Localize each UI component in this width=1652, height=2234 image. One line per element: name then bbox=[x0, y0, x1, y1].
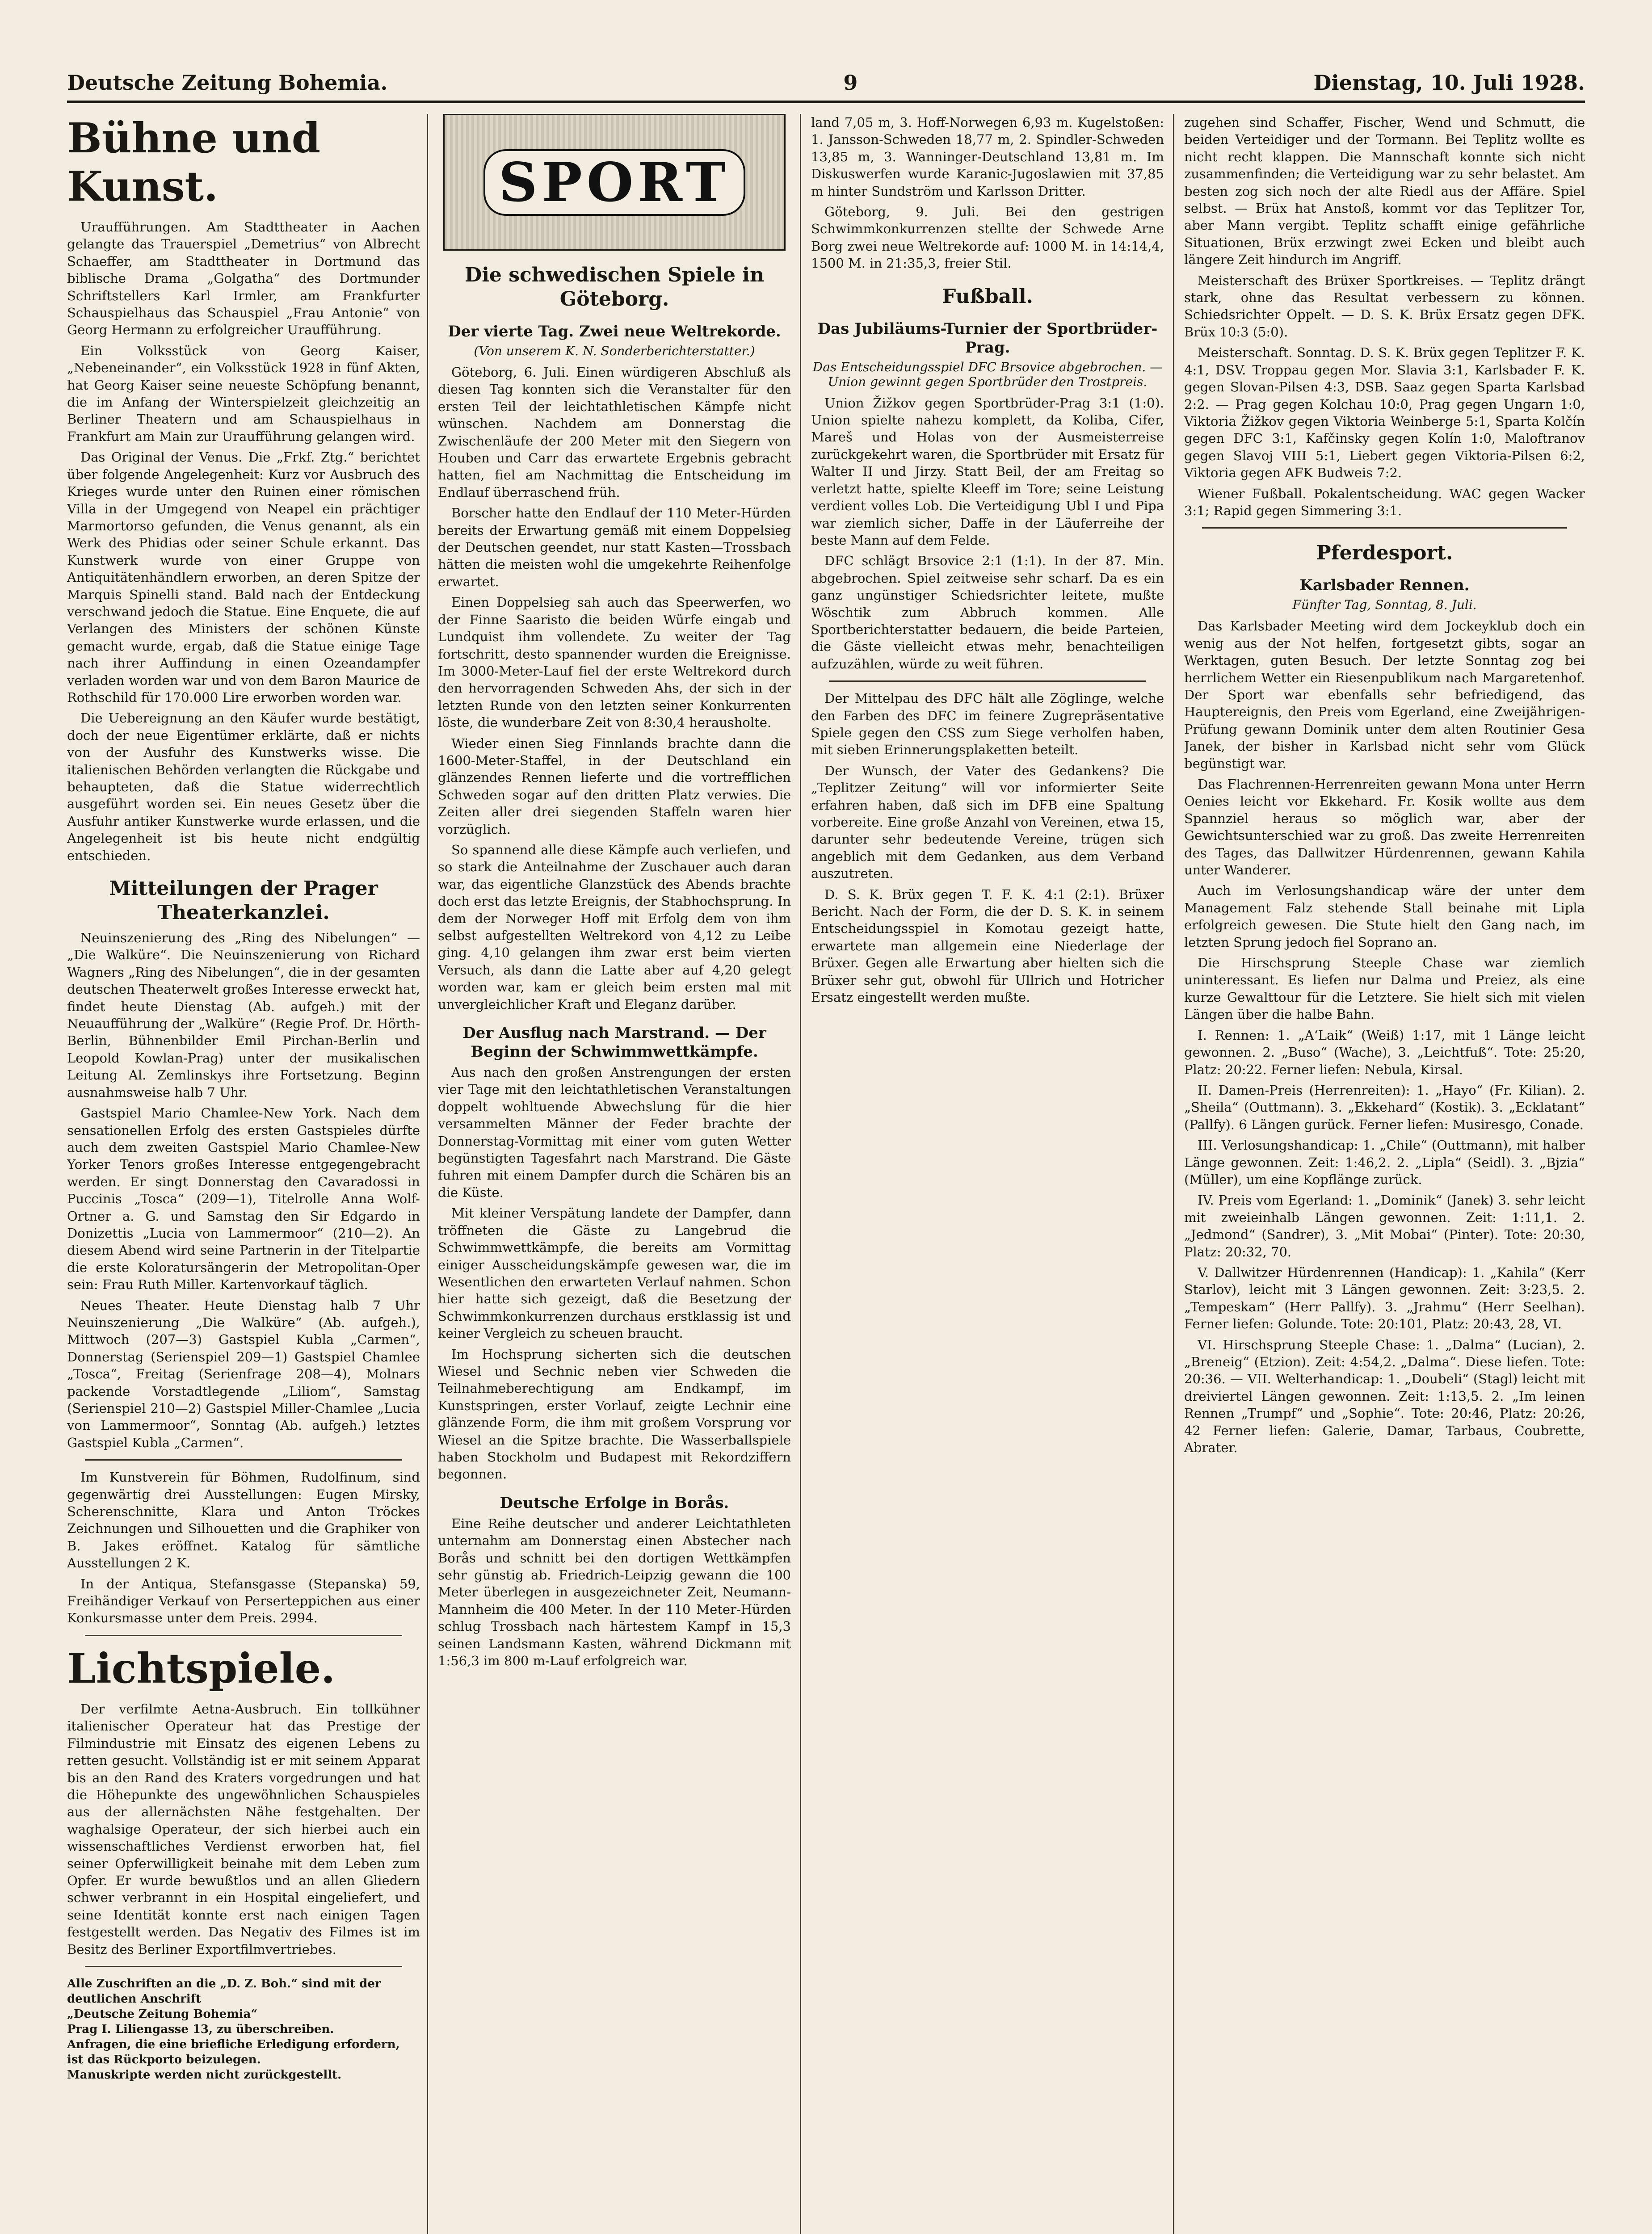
article-paragraph: Ein Volksstück von Georg Kaiser, „Nebeneinander“, ein Volksstück 1928 in fünf Akten, hat Georg Kaiser seine neueste Schöpfung benannt, die im Anfang der Winterspielzeit gleichzeitig an Berliner Theatern und am Schauspielhaus in Frankfurt am Main zur Uraufführung gelangen wird. bbox=[67, 343, 420, 444]
article-paragraph: Der Wunsch, der Vater des Gedankens? Die „Teplitzer Zeitung“ will vor informierter Seite erfahren haben, daß sich im DFB eine Spaltung vorbereite. Eine große Anzahl von Vereinen, etwa 15, darunter sehr bedeutende Vereine, trügen sich angeblich mit dem Gedanken, aus dem Verband auszutreten. bbox=[811, 763, 1164, 882]
article-paragraph: Union Žižkov gegen Sportbrüder-Prag 3:1 (1:0). Union spielte nahezu komplett, da Koliba, Cifer, Mareš und Holas von der Ausmeisterreise zurückgekehrt waren, die Sportbrüder mit Ersatz für Walter II und Jirzy. Statt Beil, der am Freitag so verletzt hatte, spielte Kleeff im Tore; seine Leistung verdient volles Lob. Die Verteidigung Ubl I und Pipa war ziemlich sicher, Daffe in der Läuferreihe der beste Mann auf dem Felde. bbox=[811, 395, 1164, 548]
article-paragraph: Im Kunstverein für Böhmen, Rudolfinum, sind gegenwärtig drei Ausstellungen: Eugen Mirsky, Scherenschnitte, Klara und Anton Tröckes Zeichnungen und Silhouetten und die Graphiker von B. Jakes eröffnet. Katalog für sämtliche Ausstellungen 2 K. bbox=[67, 1470, 420, 1571]
article-paragraph: Das Flachrennen-Herrenreiten gewann Mona unter Herrn Oenies leicht vor Ekkehard. Fr. Kosik wollte aus dem Spannziel heraus so möglich war, aber der Gewichtsunterschied war zu groß. Das zweite Herrenreiten des Tages, das Dallwitzer Hürdenrennen, gewann Kahila unter Wanderer. bbox=[1184, 777, 1585, 878]
heading-pferdesport: Pferdesport. bbox=[1316, 542, 1453, 565]
column-4 bbox=[1184, 114, 1585, 2234]
subheading-vierter-tag: Der vierte Tag. Zwei neue Weltrekorde. bbox=[448, 323, 781, 340]
column-2 bbox=[438, 114, 791, 2234]
divider bbox=[85, 1966, 402, 1967]
article-paragraph: Die Hirschsprung Steeple Chase war ziemlich uninteressant. Es liefen nur Dalma und Preiez, als eine kurze Gewalttour für die Letztere. Sie hielt sich mit vielen Längen über die halbe Bahn. bbox=[1184, 955, 1585, 1022]
subheading-boras: Deutsche Erfolge in Borås. bbox=[500, 1494, 729, 1512]
article-paragraph: Im Hochsprung sicherten sich die deutschen Wiesel und Sechnic neben vier Schweden die Teilnahmeberechtigung am Endkampf, im Kunstspringen, erster Vorlauf, zeigte Lechnir eine glänzende Form, die ihm mit großem Vorsprung vor Wiesel an die Spitze brachte. Die Wasserballspiele haben Stockholm und Budapest mit Rekordziffern begonnen. bbox=[438, 1346, 791, 1482]
article-paragraph: Borscher hatte den Endlauf der 110 Meter-Hürden bereits der Erwartung gemäß mit einem Doppelsieg der Deutschen geendet, nur statt Kasten—Trossbach hätten die meisten wohl die umgekehrte Reihenfolge erwartet. bbox=[438, 505, 791, 589]
article-paragraph: Neuinszenierung des „Ring des Nibelungen“ — „Die Walküre“. Die Neuinszenierung von Richard Wagners „Ring des Nibelungen“, die in der gesamten deutschen Theaterwelt großes Interesse erweckt hat, findet heute Dienstag (Ab. aufgeh.) mit der Neuaufführung der „Walküre“ (Regie Prof. Dr. Hörth-Berlin, Bühnenbilder Emil Pirchan-Berlin und Leopold Kowlan-Prag) unter der musikalischen Leitung Al. Zemlinskys ihre Fortsetzung. Beginn ausnahmsweise halb 7 Uhr. bbox=[67, 930, 420, 1100]
article-paragraph: Eine Reihe deutscher und anderer Leichtathleten unternahm am Donnerstag einen Abstecher nach Borås und schnitt bei den dortigen Wettkämpfen sehr günstig ab. Friedrich-Leipzig gewann die 100 Meter überlegen in ausgezeichneter Zeit, Neumann-Mannheim die 400 Meter. In der 110 Meter-Hürden schlug Trossbach nach härtestem Kampf in 15,3 seinen Landsmann Kasten, während Dickmann mit 1:56,3 im 800 m-Lauf erfolgreich war. bbox=[438, 1516, 791, 1669]
notice-line: „Deutsche Zeitung Bohemia“ bbox=[67, 2007, 258, 2021]
article-paragraph: Einen Doppelsieg sah auch das Speerwerfen, wo der Finne Saaristo die beiden Würfe eingab und Lundquist ihm vollendete. Zu weiter der Tag fortschritt, desto spannender wurden die Ereignisse. Im 3000-Meter-Lauf fiel der erste Weltrekord durch den hervorragenden Schweden Ahs, der sich in der letzten Runde von den letzten seiner Konkurrenten löste, die wunderbare Zeit von 8:30,4 herausholte. bbox=[438, 595, 791, 731]
article-paragraph: Neues Theater. Heute Dienstag halb 7 Uhr Neuinszenierung „Die Walküre“ (Ab. aufgeh.), Mittwoch (207—3) Gastspiel Kubla „Carmen“, Donnerstag (Serienspiel 209—1) Gastspiel Chamlee „Tosca“, Freitag (Serienfrage 208—4), Molnars packende Vorstadtlegende „Liliom“, Samstag (Serienspiel 210—2) Gastspiel Miller-Chamlee „Lucia von Lammermoor“, Sonntag (Ab. aufgeh.) letztes Gastspiel Kubla „Carmen“. bbox=[67, 1298, 420, 1450]
race-result: I. Rennen: 1. „A‘Laik“ (Weiß) 1:17, mit 1 Länge leicht gewonnen. 2. „Buso“ (Wache), 3. „Leichtfuß“. Tote: 25:20, Platz: 20:22. Ferner liefen: Nebula, Kirsal. bbox=[1184, 1027, 1585, 1077]
article-deck: Das Entscheidungsspiel DFC Brsovice abgebrochen. — Union gewinnt gegen Sportbrüder den Trostpreis. bbox=[812, 359, 1163, 389]
subheading-marstrand: Der Ausflug nach Marstrand. — Der Beginn der Schwimmwettkämpfe. bbox=[462, 1024, 766, 1061]
article-paragraph: In der Antiqua, Stefansgasse (Stepanska) 59, Freihändiger Verkauf von Perserteppichen aus einer Konkursmasse unter dem Preis. 2994. bbox=[67, 1576, 420, 1626]
article-paragraph: Der verfilmte Aetna-Ausbruch. Ein tollkühner italienischer Operateur hat das Prestige der Filmindustrie mit Einsatz des eigenen Lebens zu retten gesucht. Vollständig ist er mit seinem Apparat bis an den Rand des Kraters vorgedrungen und hat die Höhepunkte des ungewöhnlichen Schauspieles aus der allernächsten Nähe festgehalten. Der waghalsige Operateur, der sich hierbei auch ein wissenschaftliches Verdienst erworben hat, fiel seiner Opferwilligkeit beinahe mit dem Leben zum Opfer. Er wurde bewußtlos und an allen Gliedern schwer verbrannt in ein Hospital eingeliefert, und seine Identität konnte erst nach einigen Tagen festgestellt werden. Das Negativ des Filmes ist im Besitz des Berliner Exportfilmvertriebes. bbox=[67, 1701, 420, 1957]
article-paragraph: DFC schlägt Brsovice 2:1 (1:1). In der 87. Min. abgebrochen. Spiel zeitweise sehr scharf. Da es ein ganz ungünstiger Schiedsrichter leitete, mußte Wöschtik zum Abbruch kommen. Alle Sportberichterstatter bedauern, die beide Parteien, die Gäste vielleicht etwas mehr, benachteiligen aufzuzählen, würde zu weit führen. bbox=[811, 553, 1164, 672]
notice-line: Manuskripte werden nicht zurückgestellt. bbox=[67, 2068, 342, 2082]
divider bbox=[829, 680, 1146, 682]
article-paragraph: Göteborg, 6. Juli. Einen würdigeren Abschluß als diesen Tag konnten sich die Veranstalter für den ersten Teil der leichtathletischen Kämpfe nicht wünschen. Nachdem am Donnerstag die Zwischenläufe der 200 Meter mit den Siegern von Houben und Carr das erwartete Ergebnis gebracht hatten, fiel am Nachmittag die Entscheidung im Endlauf überraschend früh. bbox=[438, 365, 791, 500]
article-paragraph: Wiener Fußball. Pokalentscheidung. WAC gegen Wacker 3:1; Rapid gegen Simmering 3:1. bbox=[1184, 486, 1585, 518]
section-title-lichtspiele: Lichtspiele. bbox=[67, 1644, 336, 1692]
race-result: IV. Preis vom Egerland: 1. „Dominik“ (Janek) 3. sehr leicht mit zweieinhalb Längen gewonnen. Zeit: 1:11,1. 2. „Jedmond“ (Sandrer), 3. „Mit Mobai“ (Pinter). Tote: 20:30, Platz: 20:32, 70. bbox=[1184, 1193, 1585, 1260]
article-paragraph: D. S. K. Brüx gegen T. F. K. 4:1 (2:1). Brüxer Bericht. Nach der Form, die der D. S. K. in seinem Entscheidungsspiel in Komotau gezeigt hatte, erwartete man allgemein eine Niederlage der Brüxer. Gegen alle Erwartung aber hielten sich die Brüxer sehr gut, obwohl für Ullrich und Hotricher Ersatz eingestellt werden mußte. bbox=[811, 886, 1164, 1005]
article-paragraph: Das Original der Venus. Die „Frkf. Ztg.“ berichtet über folgende Angelegenheit: Kurz vor Ausbruch des Krieges wurde unter den Ruinen einer römischen Villa in der Umgegend von Neapel ein prächtiger Marmortorso gefunden, die Venus genannt, als ein Werk des Phidias oder seiner Schule erkannt. Das Kunstwerk wurde von einer Gruppe von Antiquitätenhändlern erworben, an deren Spitze der Marquis Spinelli stand. Bald nach der Entdeckung verschwand jedoch die Statue. Eine Enquete, die auf Verlangen des Ministers der schönen Künste gemacht wurde, ergab, daß die Statue einige Tage nach ihrer Auffindung in einen Ozeandampfer verladen worden war und von dem Baron Maurice de Rothschild für 170.000 Lire erworben worden war. bbox=[67, 449, 420, 705]
article-paragraph: Die Uebereignung an den Käufer wurde bestätigt, doch der neue Eigentümer erklärte, daß er nichts von der Ausfuhr des Kunstwerks wisse. Die italienischen Behörden verlangten die Rückgabe und behaupteten, daß die Statue widerrechtlich ausgeführt worden sei. Ein neues Gesetz über die Ausfuhr antiker Kunstwerke wurde erlassen, und die Angelegenheit ist bis heute nicht endgültig entschieden. bbox=[67, 710, 420, 863]
article-paragraph: Das Karlsbader Meeting wird dem Jockeyklub doch ein wenig aus der Not helfen, fortgesetzt gibts, sogar an Werktagen, guten Besuch. Der letzte Sonntag zog bei herrlichem Wetter ein Riesenpublikum nach Margaretenhof. Der Sport war ebenfalls sehr befriedigend, das Hauptereignis, den Preis vom Egerland, eine Zweijährigen-Prüfung gewann Dominik unter dem alten Routinier Gesa Janek, der bisher in Karlsbad nicht sehr vom Glück begünstigt war. bbox=[1184, 618, 1585, 771]
column-3 bbox=[811, 114, 1164, 2234]
race-result: VI. Hirschsprung Steeple Chase: 1. „Dalma“ (Lucian), 2. „Breneig“ (Etzion). Zeit: 4:54,2. „Dalma“. Diese liefen. Tote: 20:36. — VII. Welterhandicap: 1. „Doubeli“ (Stagl) leicht mit dreiviertel Längen gewonnen. Zeit: 1:13,5. 2. „Im leinen Rennen „Trumpf“ und „Sophie“. Tote: 20:46, Platz: 20:26, 42 Ferner liefen: Galerie, Damar, Tarbaus, Coubrette, Abrater. bbox=[1184, 1337, 1585, 1456]
race-result: III. Verlosungshandicap: 1. „Chile“ (Outtmann), mit halber Länge gewonnen. Zeit: 1:46,2. 2. „Lipla“ (Seidl). 3. „Bjzia“ (Müller), um eine Kopflänge zurück. bbox=[1184, 1138, 1585, 1187]
column-rule bbox=[800, 114, 801, 2234]
article-paragraph: Gastspiel Mario Chamlee-New York. Nach dem sensationellen Erfolg des ersten Gastspieles dürfte auch dem zweiten Gastspiel Mario Chamlee-New Yorker Tenors großes Interesse entgegengebracht werden. Er singt Donnerstag den Cavaradossi in Puccinis „Tosca“ (209—1), Titelrolle Anna Wolf-Ortner a. G. und Samstag den Sir Edgardo in Donizettis „Lucia von Lammermoor“ (210—2). An diesem Abend wird seine Partnerin in der Titelpartie die erste Koloratursängerin der Metropolitan-Oper sein: Frau Ruth Miller. Kartenvorkauf täglich. bbox=[67, 1105, 420, 1293]
divider bbox=[85, 1635, 402, 1636]
byline: (Von unserem K. N. Sonderberichterstatter.) bbox=[474, 344, 755, 358]
column-1 bbox=[67, 114, 420, 2234]
section-title-buehne: Bühne und Kunst. bbox=[67, 114, 321, 210]
sport-banner-illustration bbox=[443, 114, 786, 251]
divider bbox=[1202, 527, 1567, 529]
article-paragraph: Meisterschaft. Sonntag. D. S. K. Brüx gegen Teplitzer F. K. 4:1, DSV. Troppau gegen Mor. Slavia 3:1, Karlsbader F. K. gegen Slovan-Pilsen 4:3, DSB. Saaz gegen Sparta Karlsbad 2:2. — Prag gegen Kolchau 10:0, Prag gegen Ungarn 1:0, Viktoria Žižkov gegen Viktoria Weinberge 5:1, Sparta Kolčín gegen DFC 3:1, Kafčinsky gegen Kolín 1:0, Maloftranov gegen Slavoj VIII 5:1, Liebert gegen Viktoria-Pilsen 6:2, Viktoria gegen AFK Budweis 7:2. bbox=[1184, 345, 1585, 481]
article-paragraph: Mit kleiner Verspätung landete der Dampfer, dann tröffneten die Gäste zu Langebrud die Schwimmwettkämpfe, die bereits am Vormittag einiger Ausscheidungskämpfe gewesen war, die im Wesentlichen den erwarteten Verlauf nahmen. Schon hier hatte sich gezeigt, daß die Besetzung der Schwimmkonkurrenzen durchaus erstklassig ist und keiner Vergleich zu scheuen braucht. bbox=[438, 1205, 791, 1341]
column-rule bbox=[427, 114, 428, 2234]
sport-banner-text: SPORT bbox=[483, 149, 745, 216]
race-result: V. Dallwitzer Hürdenrennen (Handicap): 1. „Kahila“ (Kerr Starlov), leicht mit 3 Längen gewonnen. Zeit: 3:23,5. 2. „Tempeskam“ (Herr Pallfy). 3. „Jrahmu“ (Herr Seelhan). Ferner liefen: Golunde. Tote: 20:101, Platz: 20:43, 28, VI. bbox=[1184, 1264, 1585, 1332]
heading-fussball: Fußball. bbox=[942, 285, 1033, 308]
masthead-date: Dienstag, 10. Juli 1928. bbox=[1313, 71, 1585, 95]
notice-line: Alle Zuschriften an die „D. Z. Boh.“ sind mit der deutlichen Anschrift bbox=[67, 1977, 381, 2006]
masthead-page-number: 9 bbox=[843, 71, 858, 95]
article-dateline: Fünfter Tag, Sonntag, 8. Juli. bbox=[1292, 597, 1477, 613]
race-result: II. Damen-Preis (Herrenreiten): 1. „Hayo“ (Fr. Kilian). 2. „Sheila“ (Outtmann). 3. „Ekkehard“ (Kostik). 3. „Ecklatant“ (Pallfy). 6 Längen gurück. Ferner liefen: Musiresgo, Conade. bbox=[1184, 1082, 1585, 1132]
masthead bbox=[67, 67, 1585, 98]
column-rule bbox=[1173, 114, 1174, 2234]
heading-theaterkanzlei: Mitteilungen der Prager Theaterkanzlei. bbox=[109, 877, 378, 924]
article-paragraph: So spannend alle diese Kämpfe auch verliefen, und so stark die Anteilnahme der Zuschauer auch daran war, das eigentliche Glanzstück des Abends brachte doch erst das letzte Ereignis, der Stabhochsprung. In dem der Norweger Hoff mit Erfolg dem von ihm selbst aufgestellten Weltrekord von 4,12 zu Leibe ging. 4,10 gelangen ihm zwar erst beim vierten Versuch, als dann die Latte aber auf 4,20 gelegt worden war, kam er gleich beim ersten mal mit unvergleichlicher Kraft und Eleganz darüber. bbox=[438, 842, 791, 1012]
editorial-notice bbox=[67, 1976, 420, 2083]
article-paragraph: Meisterschaft des Brüxer Sportkreises. — Teplitz drängt stark, ohne das Resultat verbessern zu können. Schiedsrichter Oppelt. — D. S. K. Brüx Ersatz gegen DFK. Brüx 10:3 (5:0). bbox=[1184, 273, 1585, 340]
divider bbox=[85, 1459, 402, 1461]
subheading-jubilaeums-turnier: Das Jubiläums-Turnier der Sportbrüder-Prag. bbox=[817, 319, 1158, 357]
article-paragraph: Aus nach den großen Anstrengungen der ersten vier Tage mit den leichtathletischen Veranstaltungen doppelt wohltuende Abwechslung für die hier versammelten Männer der Feder brachte der Donnerstag-Vormittag mit einer vom guten Wetter begünstigten Tagesfahrt nach Marstrand. Die Gäste fuhren mit einem Dampfer durch die Schären bis an die Küste. bbox=[438, 1065, 791, 1200]
article-paragraph: land 7,05 m, 3. Hoff-Norwegen 6,93 m. Kugelstoßen: 1. Jansson-Schweden 18,77 m, 2. Spindler-Schweden 13,85 m, 3. Wanninger-Deutschland 13,81 m. Im Diskuswerfen wurde Karanic-Jugoslawien mit 37,85 m hinter Sundström und Karlsson Dritter. bbox=[811, 115, 1164, 199]
article-paragraph: Uraufführungen. Am Stadttheater in Aachen gelangte das Trauerspiel „Demetrius“ von Albrecht Schaeffer, am Stadttheater in Dortmund das biblische Drama „Golgatha“ des Dortmunder Schriftstellers Karl Irmler, am Frankfurter Schauspielhaus das Schauspiel „Frau Antonie“ von Georg Hermann zu erfolgreicher Uraufführung. bbox=[67, 219, 420, 338]
notice-line: Prag I. Liliengasse 13, zu überschreiben. bbox=[67, 2022, 334, 2036]
notice-line: Anfragen, die eine briefliche Erledigung erfordern, ist das Rückporto beizulegen. bbox=[67, 2037, 400, 2066]
article-paragraph: zugehen sind Schaffer, Fischer, Wend und Schmutt, die beiden Verteidiger und der Tormann. Bei Teplitz wollte es nicht recht klappen. Die Mannschaft konnte sich nicht zusammenfinden; die Verteidigung war zu sehr belastet. Am besten zog sich noch der alte Riedl aus der Affäre. Spiel selbst. — Brüx hat Anstoß, kommt vor das Teplitzer Tor, aber Mann vergibt. Teplitz schafft einige gefährliche Situationen, Brüx erzwingt zwei Ecken und bleibt auch längere Zeit hindurch im Angriff. bbox=[1184, 115, 1585, 268]
heading-goeteborg: Die schwedischen Spiele in Göteborg. bbox=[465, 264, 764, 311]
subheading-karlsbader-rennen: Karlsbader Rennen. bbox=[1299, 576, 1470, 595]
article-paragraph: Auch im Verlosungshandicap wäre der unter dem Management Falz stehende Stall beinahe mit Lipla erfolgreich gewesen. Die Stute hielt den Gang nach, im letzten Sprung jedoch fiel Soprano an. bbox=[1184, 883, 1585, 950]
article-paragraph: Wieder einen Sieg Finnlands brachte dann die 1600-Meter-Staffel, in der Deutschland ein glänzendes Rennen lieferte und die vortrefflichen Schweden sogar auf den dritten Platz verwies. Die Zeiten aller drei siegenden Staffeln waren hier vorzüglich. bbox=[438, 735, 791, 837]
article-paragraph: Der Mittelpau des DFC hält alle Zöglinge, welche den Farben des DFC im feinere Zugrepräsentative Spiele gegen den CSS zum Siege verholfen haben, mit sieben Erinnerungsplaketten beteilt. bbox=[811, 691, 1164, 758]
masthead-rule bbox=[67, 101, 1585, 103]
article-paragraph: Göteborg, 9. Juli. Bei den gestrigen Schwimmkonkurrenzen stellte der Schwede Arne Borg zwei neue Weltrekorde auf: 1000 M. in 14:14,4, 1500 M. in 21:35,3, freier Stil. bbox=[811, 204, 1164, 271]
masthead-paper-name: Deutsche Zeitung Bohemia. bbox=[67, 71, 388, 95]
